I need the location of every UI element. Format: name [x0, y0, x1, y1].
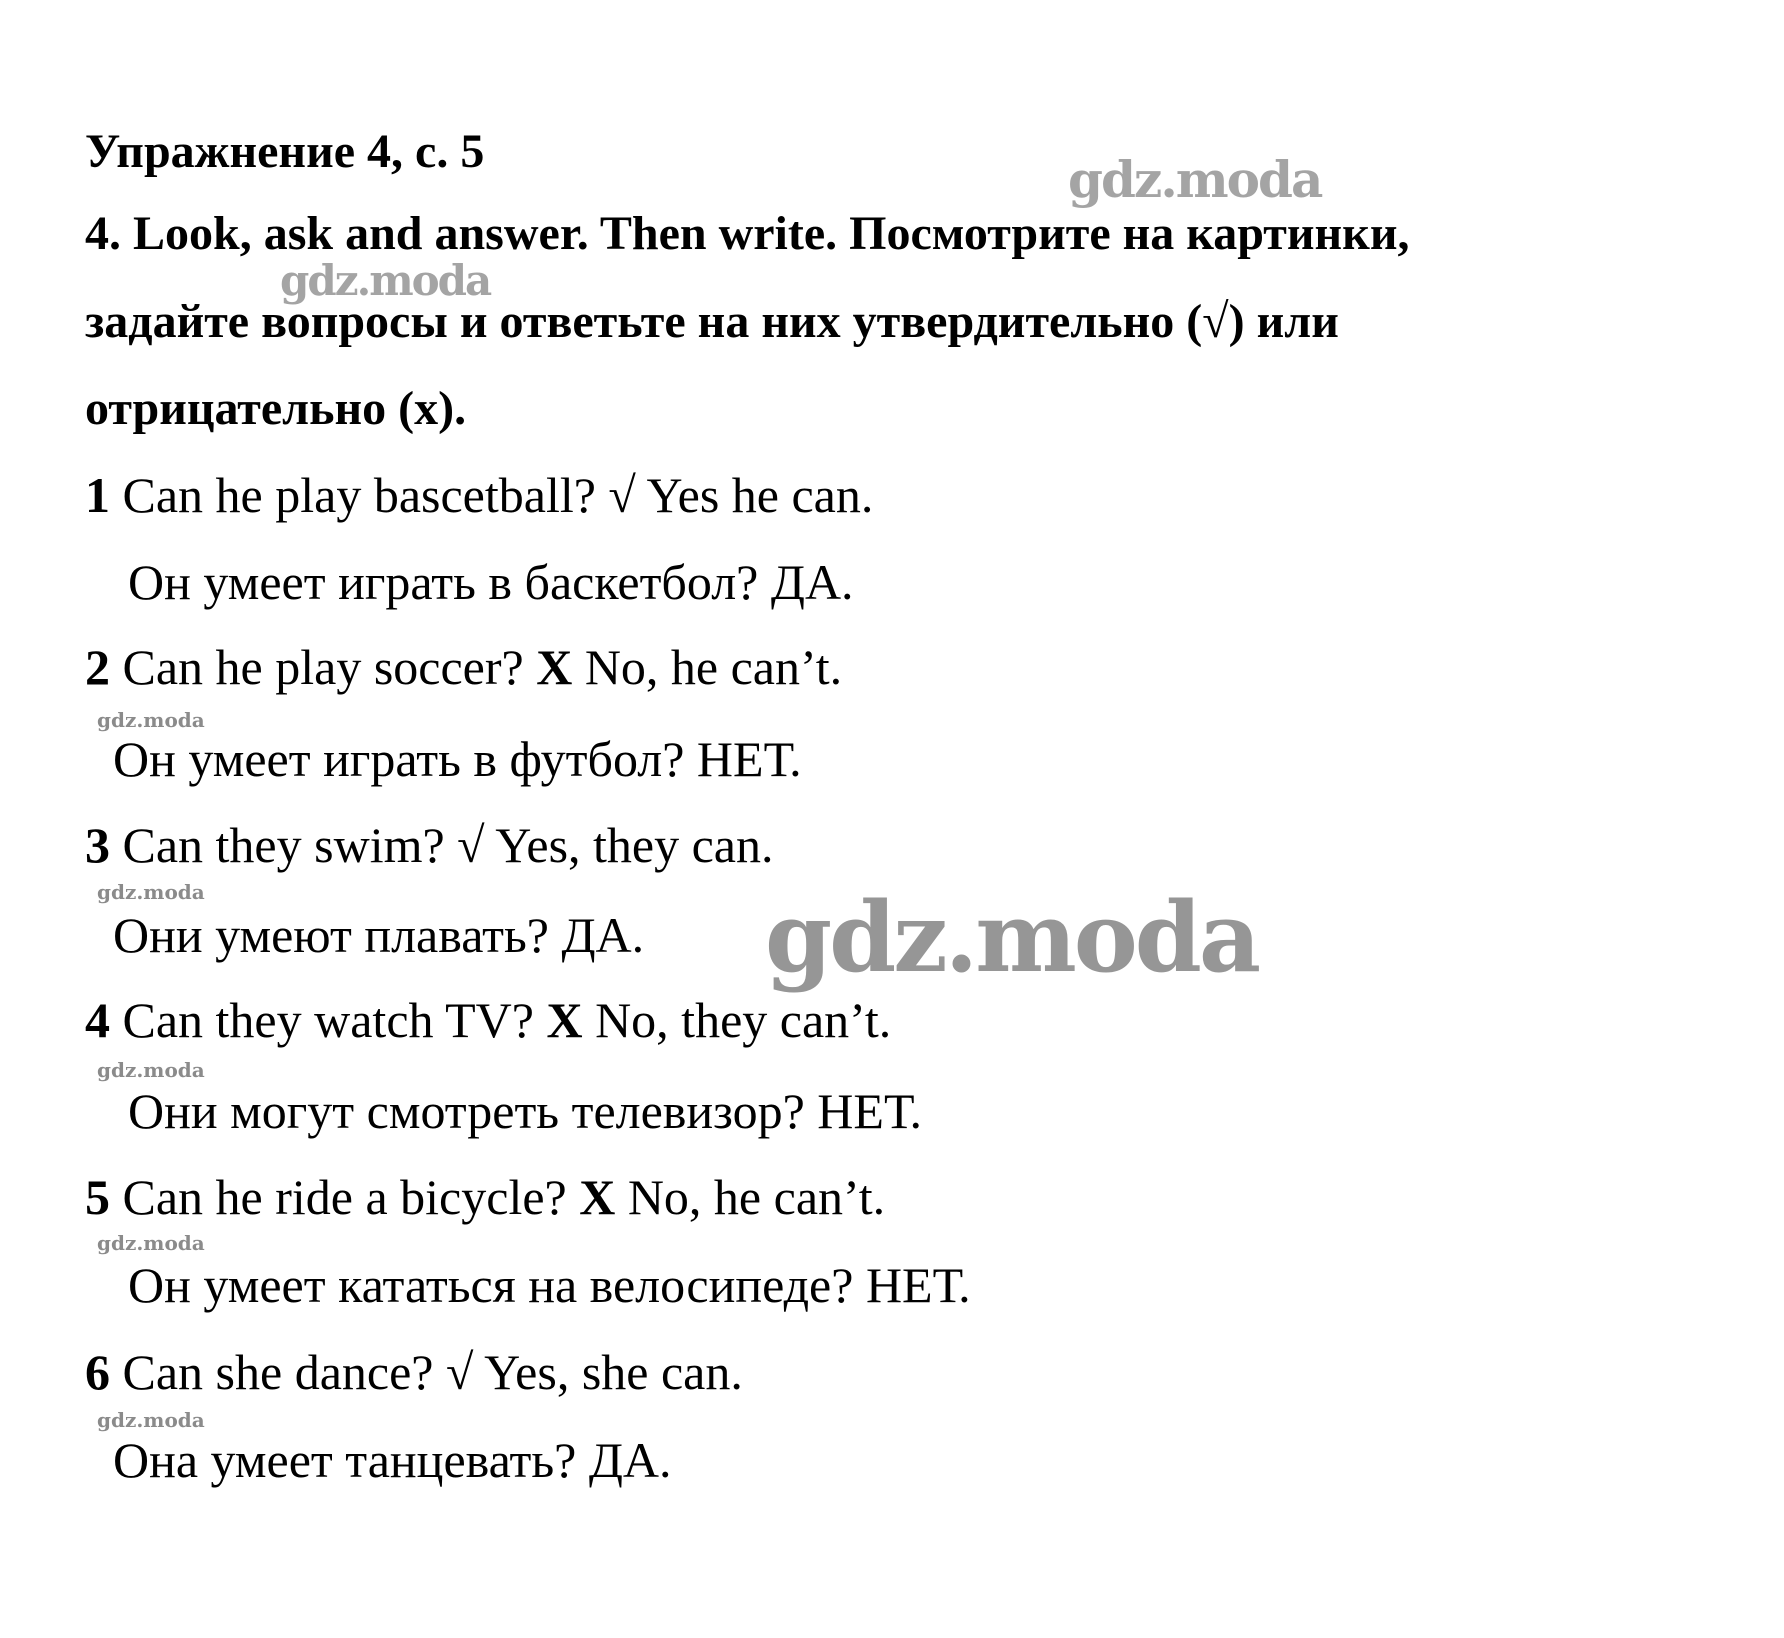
item-4-question-line: [85, 992, 892, 1048]
item-answer: Yes, she can.: [484, 1344, 743, 1400]
watermark-small-3: gdz.moda: [97, 1058, 205, 1082]
instruction-line-2: задайте вопросы и ответьте на них утвердительно (√) или: [85, 295, 1339, 348]
item-2-translation: Он умеет играть в футбол? НЕТ.: [113, 731, 802, 787]
watermark-small-4: gdz.moda: [97, 1231, 205, 1255]
item-6-question-line: [85, 1344, 743, 1400]
item-number: 4: [85, 992, 110, 1048]
item-5-translation: Он умеет кататься на велосипеде? НЕТ.: [128, 1257, 971, 1313]
exercise-heading: Упражнение 4, с. 5: [85, 125, 485, 178]
item-number: 5: [85, 1169, 110, 1225]
item-question: Can they swim?: [122, 817, 445, 873]
check-mark: √: [457, 817, 485, 873]
item-number: 2: [85, 639, 110, 695]
cross-mark: X: [579, 1169, 616, 1225]
item-3-translation: Они умеют плавать? ДА.: [113, 907, 645, 963]
check-mark: √: [445, 1344, 474, 1400]
item-answer: No, they can’t.: [595, 992, 892, 1048]
item-2-question-line: [85, 639, 843, 695]
instruction-line-3: отрицательно (x).: [85, 382, 467, 435]
item-answer: Yes he can.: [646, 467, 874, 523]
item-number: 3: [85, 817, 110, 873]
item-question: Can they watch TV?: [122, 992, 534, 1048]
item-4-translation: Они могут смотреть телевизор? НЕТ.: [128, 1083, 922, 1139]
item-question: Can he play soccer?: [122, 639, 524, 695]
item-6-translation: Она умеет танцевать? ДА.: [113, 1432, 672, 1488]
item-1-translation: Он умеет играть в баскетбол? ДА.: [128, 554, 854, 610]
cross-mark: X: [536, 639, 573, 695]
item-5-question-line: [85, 1169, 886, 1225]
watermark-instruction: gdz.moda: [280, 256, 491, 305]
item-answer: No, he can’t.: [627, 1169, 886, 1225]
item-answer: Yes, they can.: [495, 817, 774, 873]
item-number: 1: [85, 467, 110, 523]
item-question: Can he play bascetball?: [122, 467, 596, 523]
cross-mark: X: [546, 992, 583, 1048]
watermark-small-1: gdz.moda: [97, 708, 205, 732]
instruction-line-1: 4. Look, ask and answer. Then write. Посмотрите на картинки,: [85, 207, 1410, 260]
item-1-question-line: [85, 467, 874, 523]
watermark-small-5: gdz.moda: [97, 1408, 205, 1432]
item-number: 6: [85, 1344, 110, 1400]
item-question: Can she dance?: [122, 1344, 434, 1400]
watermark-small-2: gdz.moda: [97, 880, 205, 904]
check-mark: √: [608, 467, 636, 523]
item-answer: No, he can’t.: [584, 639, 843, 695]
item-3-question-line: [85, 817, 774, 873]
item-question: Can he ride a bicycle?: [122, 1169, 567, 1225]
watermark-top: gdz.moda: [1068, 150, 1322, 209]
watermark-large: gdz.moda: [765, 881, 1259, 994]
